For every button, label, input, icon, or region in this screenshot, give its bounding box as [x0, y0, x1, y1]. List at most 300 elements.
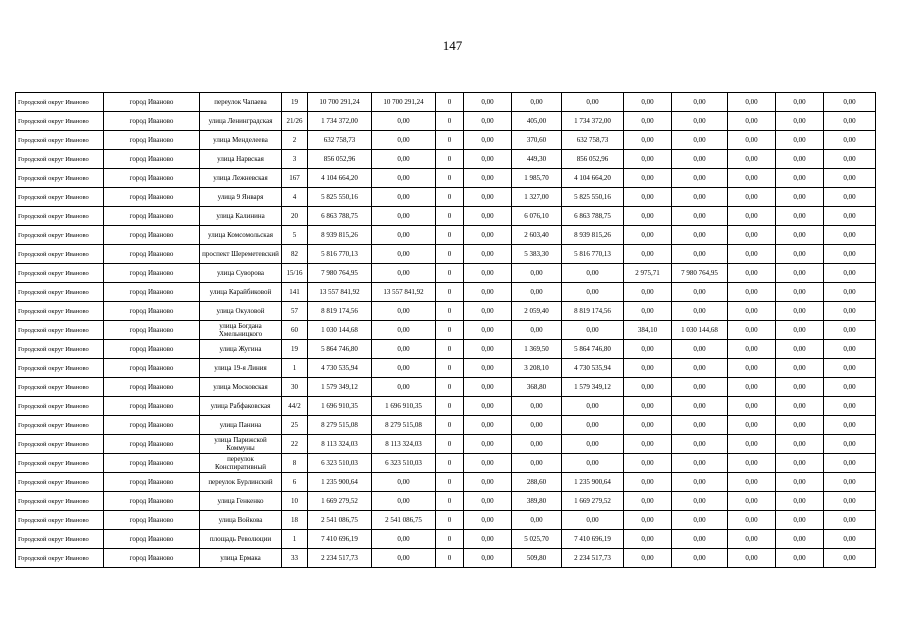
count-cell: 0: [436, 454, 464, 473]
cost-e-cell: 0,00: [824, 188, 876, 207]
street-cell: улица Калинина: [200, 207, 282, 226]
locality-cell: город Иваново: [104, 169, 200, 188]
house-number-cell: 18: [282, 511, 308, 530]
area-c-cell: 0,00: [624, 207, 672, 226]
house-number-cell: 6: [282, 473, 308, 492]
house-number-cell: 20: [282, 207, 308, 226]
area-a-cell: 0,00: [464, 397, 512, 416]
cost-c-cell: 0,00: [672, 454, 728, 473]
table-row: [16, 112, 876, 131]
count-cell: 0: [436, 245, 464, 264]
locality-cell: город Иваново: [104, 283, 200, 302]
table-row: [16, 511, 876, 530]
house-number-cell: 4: [282, 188, 308, 207]
house-number-cell: 60: [282, 321, 308, 340]
street-cell: улица Суворова: [200, 264, 282, 283]
area-c-cell: 2 975,71: [624, 264, 672, 283]
area-b-cell: 1 327,00: [512, 188, 562, 207]
table-row: [16, 416, 876, 435]
cost-e-cell: 0,00: [824, 321, 876, 340]
cost-a-cell: 0,00: [372, 359, 436, 378]
table-row: [16, 549, 876, 568]
house-number-cell: 1: [282, 530, 308, 549]
count-cell: 0: [436, 359, 464, 378]
street-cell: улица Окуловой: [200, 302, 282, 321]
table-row: [16, 93, 876, 112]
cost-c-cell: 0,00: [672, 416, 728, 435]
house-number-cell: 19: [282, 93, 308, 112]
cost-a-cell: 6 323 510,03: [372, 454, 436, 473]
locality-cell: город Иваново: [104, 549, 200, 568]
cost-e-cell: 0,00: [824, 454, 876, 473]
count-cell: 0: [436, 340, 464, 359]
area-c-cell: 0,00: [624, 188, 672, 207]
area-c-cell: 0,00: [624, 226, 672, 245]
total-cost-cell: 2 234 517,73: [308, 549, 372, 568]
house-number-cell: 19: [282, 340, 308, 359]
cost-b-cell: 856 052,96: [562, 150, 624, 169]
municipality-cell: Городской округ Иваново: [16, 473, 104, 492]
table-row: [16, 245, 876, 264]
cost-c-cell: 0,00: [672, 188, 728, 207]
cost-d-cell: 0,00: [776, 492, 824, 511]
street-cell: улица Менделеева: [200, 131, 282, 150]
area-a-cell: 0,00: [464, 340, 512, 359]
street-cell: улица Богдана Хмельницкого: [200, 321, 282, 340]
area-b-cell: 1 369,50: [512, 340, 562, 359]
total-cost-cell: 5 825 550,16: [308, 188, 372, 207]
count-cell: 0: [436, 302, 464, 321]
total-cost-cell: 8 113 324,03: [308, 435, 372, 454]
cost-d-cell: 0,00: [776, 473, 824, 492]
municipality-cell: Городской округ Иваново: [16, 340, 104, 359]
area-c-cell: 0,00: [624, 454, 672, 473]
count-cell: 0: [436, 416, 464, 435]
area-d-cell: 0,00: [728, 302, 776, 321]
area-b-cell: 0,00: [512, 397, 562, 416]
cost-a-cell: 0,00: [372, 492, 436, 511]
cost-d-cell: 0,00: [776, 283, 824, 302]
cost-d-cell: 0,00: [776, 131, 824, 150]
cost-b-cell: 6 863 788,75: [562, 207, 624, 226]
cost-c-cell: 0,00: [672, 473, 728, 492]
table-body: [16, 93, 876, 568]
count-cell: 0: [436, 549, 464, 568]
cost-d-cell: 0,00: [776, 340, 824, 359]
cost-c-cell: 0,00: [672, 511, 728, 530]
area-c-cell: 0,00: [624, 150, 672, 169]
area-c-cell: 0,00: [624, 416, 672, 435]
locality-cell: город Иваново: [104, 188, 200, 207]
municipality-cell: Городской округ Иваново: [16, 283, 104, 302]
area-d-cell: 0,00: [728, 511, 776, 530]
municipality-cell: Городской округ Иваново: [16, 226, 104, 245]
municipality-cell: Городской округ Иваново: [16, 112, 104, 131]
table-row: [16, 378, 876, 397]
municipality-cell: Городской округ Иваново: [16, 131, 104, 150]
area-d-cell: 0,00: [728, 340, 776, 359]
cost-b-cell: 0,00: [562, 397, 624, 416]
total-cost-cell: 6 863 788,75: [308, 207, 372, 226]
area-c-cell: 0,00: [624, 131, 672, 150]
area-a-cell: 0,00: [464, 207, 512, 226]
cost-b-cell: 5 816 770,13: [562, 245, 624, 264]
cost-a-cell: 2 541 086,75: [372, 511, 436, 530]
street-cell: переулок Чапаева: [200, 93, 282, 112]
area-d-cell: 0,00: [728, 226, 776, 245]
cost-a-cell: 0,00: [372, 473, 436, 492]
cost-c-cell: 0,00: [672, 302, 728, 321]
cost-d-cell: 0,00: [776, 93, 824, 112]
cost-a-cell: 0,00: [372, 207, 436, 226]
table-row: [16, 207, 876, 226]
area-d-cell: 0,00: [728, 359, 776, 378]
cost-c-cell: 0,00: [672, 530, 728, 549]
area-b-cell: 0,00: [512, 435, 562, 454]
locality-cell: город Иваново: [104, 511, 200, 530]
cost-d-cell: 0,00: [776, 150, 824, 169]
area-d-cell: 0,00: [728, 283, 776, 302]
area-d-cell: 0,00: [728, 150, 776, 169]
street-cell: улица Нарвская: [200, 150, 282, 169]
cost-c-cell: 0,00: [672, 549, 728, 568]
street-cell: улица Панина: [200, 416, 282, 435]
area-d-cell: 0,00: [728, 112, 776, 131]
area-b-cell: 2 059,40: [512, 302, 562, 321]
cost-e-cell: 0,00: [824, 530, 876, 549]
total-cost-cell: 8 939 815,26: [308, 226, 372, 245]
cost-c-cell: 0,00: [672, 150, 728, 169]
table-row: [16, 321, 876, 340]
table-row: [16, 188, 876, 207]
cost-b-cell: 0,00: [562, 93, 624, 112]
cost-b-cell: 0,00: [562, 435, 624, 454]
area-a-cell: 0,00: [464, 131, 512, 150]
area-c-cell: 0,00: [624, 245, 672, 264]
cost-a-cell: 8 113 324,03: [372, 435, 436, 454]
area-b-cell: 5 383,30: [512, 245, 562, 264]
table-row: [16, 131, 876, 150]
area-c-cell: 384,10: [624, 321, 672, 340]
area-a-cell: 0,00: [464, 302, 512, 321]
cost-a-cell: 0,00: [372, 549, 436, 568]
street-cell: улица Ермака: [200, 549, 282, 568]
cost-b-cell: 8 819 174,56: [562, 302, 624, 321]
area-c-cell: 0,00: [624, 435, 672, 454]
area-a-cell: 0,00: [464, 150, 512, 169]
cost-e-cell: 0,00: [824, 511, 876, 530]
area-a-cell: 0,00: [464, 454, 512, 473]
total-cost-cell: 5 864 746,80: [308, 340, 372, 359]
cost-c-cell: 0,00: [672, 169, 728, 188]
cost-a-cell: 0,00: [372, 226, 436, 245]
area-b-cell: 2 603,40: [512, 226, 562, 245]
locality-cell: город Иваново: [104, 112, 200, 131]
cost-e-cell: 0,00: [824, 264, 876, 283]
total-cost-cell: 1 696 910,35: [308, 397, 372, 416]
area-a-cell: 0,00: [464, 435, 512, 454]
register-table: [15, 92, 876, 568]
locality-cell: город Иваново: [104, 321, 200, 340]
cost-b-cell: 0,00: [562, 283, 624, 302]
table-row: [16, 226, 876, 245]
count-cell: 0: [436, 473, 464, 492]
municipality-cell: Городской округ Иваново: [16, 188, 104, 207]
cost-d-cell: 0,00: [776, 378, 824, 397]
cost-a-cell: 0,00: [372, 150, 436, 169]
cost-d-cell: 0,00: [776, 511, 824, 530]
cost-a-cell: 0,00: [372, 340, 436, 359]
table-row: [16, 169, 876, 188]
cost-a-cell: 0,00: [372, 264, 436, 283]
cost-b-cell: 1 235 900,64: [562, 473, 624, 492]
municipality-cell: Городской округ Иваново: [16, 93, 104, 112]
cost-a-cell: 0,00: [372, 131, 436, 150]
cost-a-cell: 0,00: [372, 530, 436, 549]
locality-cell: город Иваново: [104, 226, 200, 245]
page-number: 147: [442, 38, 463, 53]
street-cell: улица Лежневская: [200, 169, 282, 188]
area-b-cell: 3 208,10: [512, 359, 562, 378]
house-number-cell: 167: [282, 169, 308, 188]
area-b-cell: 0,00: [512, 283, 562, 302]
street-cell: улица Войкова: [200, 511, 282, 530]
cost-a-cell: 10 700 291,24: [372, 93, 436, 112]
cost-e-cell: 0,00: [824, 93, 876, 112]
cost-d-cell: 0,00: [776, 169, 824, 188]
cost-e-cell: 0,00: [824, 207, 876, 226]
total-cost-cell: 2 541 086,75: [308, 511, 372, 530]
cost-e-cell: 0,00: [824, 492, 876, 511]
cost-c-cell: 1 030 144,68: [672, 321, 728, 340]
area-b-cell: 6 076,10: [512, 207, 562, 226]
house-number-cell: 82: [282, 245, 308, 264]
count-cell: 0: [436, 321, 464, 340]
cost-a-cell: 0,00: [372, 321, 436, 340]
count-cell: 0: [436, 150, 464, 169]
area-a-cell: 0,00: [464, 264, 512, 283]
street-cell: улица Ленинградская: [200, 112, 282, 131]
area-a-cell: 0,00: [464, 473, 512, 492]
cost-d-cell: 0,00: [776, 416, 824, 435]
cost-d-cell: 0,00: [776, 188, 824, 207]
municipality-cell: Городской округ Иваново: [16, 492, 104, 511]
area-d-cell: 0,00: [728, 378, 776, 397]
cost-b-cell: 2 234 517,73: [562, 549, 624, 568]
total-cost-cell: 4 730 535,94: [308, 359, 372, 378]
area-d-cell: 0,00: [728, 416, 776, 435]
municipality-cell: Городской округ Иваново: [16, 511, 104, 530]
total-cost-cell: 5 816 770,13: [308, 245, 372, 264]
cost-b-cell: 0,00: [562, 511, 624, 530]
municipality-cell: Городской округ Иваново: [16, 435, 104, 454]
area-a-cell: 0,00: [464, 226, 512, 245]
area-d-cell: 0,00: [728, 131, 776, 150]
count-cell: 0: [436, 397, 464, 416]
municipality-cell: Городской округ Иваново: [16, 454, 104, 473]
cost-d-cell: 0,00: [776, 397, 824, 416]
cost-b-cell: 0,00: [562, 321, 624, 340]
street-cell: улица Парижской Коммуны: [200, 435, 282, 454]
cost-a-cell: 0,00: [372, 188, 436, 207]
cost-b-cell: 4 104 664,20: [562, 169, 624, 188]
municipality-cell: Городской округ Иваново: [16, 207, 104, 226]
area-a-cell: 0,00: [464, 530, 512, 549]
count-cell: 0: [436, 207, 464, 226]
cost-c-cell: 0,00: [672, 283, 728, 302]
locality-cell: город Иваново: [104, 302, 200, 321]
total-cost-cell: 1 734 372,00: [308, 112, 372, 131]
area-b-cell: 370,60: [512, 131, 562, 150]
locality-cell: город Иваново: [104, 435, 200, 454]
area-b-cell: 389,80: [512, 492, 562, 511]
locality-cell: город Иваново: [104, 416, 200, 435]
area-b-cell: 368,80: [512, 378, 562, 397]
cost-e-cell: 0,00: [824, 302, 876, 321]
area-b-cell: 0,00: [512, 511, 562, 530]
municipality-cell: Городской округ Иваново: [16, 359, 104, 378]
total-cost-cell: 1 579 349,12: [308, 378, 372, 397]
locality-cell: город Иваново: [104, 454, 200, 473]
cost-b-cell: 8 939 815,26: [562, 226, 624, 245]
count-cell: 0: [436, 530, 464, 549]
house-number-cell: 3: [282, 150, 308, 169]
count-cell: 0: [436, 188, 464, 207]
locality-cell: город Иваново: [104, 264, 200, 283]
municipality-cell: Городской округ Иваново: [16, 169, 104, 188]
table-row: [16, 435, 876, 454]
area-c-cell: 0,00: [624, 473, 672, 492]
cost-a-cell: 0,00: [372, 112, 436, 131]
table-row: [16, 340, 876, 359]
street-cell: улица Генкенко: [200, 492, 282, 511]
cost-e-cell: 0,00: [824, 245, 876, 264]
cost-e-cell: 0,00: [824, 283, 876, 302]
locality-cell: город Иваново: [104, 93, 200, 112]
count-cell: 0: [436, 264, 464, 283]
area-b-cell: 5 025,70: [512, 530, 562, 549]
locality-cell: город Иваново: [104, 378, 200, 397]
municipality-cell: Городской округ Иваново: [16, 321, 104, 340]
cost-c-cell: 0,00: [672, 245, 728, 264]
municipality-cell: Городской округ Иваново: [16, 397, 104, 416]
cost-c-cell: 0,00: [672, 207, 728, 226]
area-b-cell: 449,30: [512, 150, 562, 169]
house-number-cell: 5: [282, 226, 308, 245]
cost-d-cell: 0,00: [776, 302, 824, 321]
street-cell: улица 19-я Линия: [200, 359, 282, 378]
cost-e-cell: 0,00: [824, 416, 876, 435]
municipality-cell: Городской округ Иваново: [16, 530, 104, 549]
area-c-cell: 0,00: [624, 283, 672, 302]
total-cost-cell: 10 700 291,24: [308, 93, 372, 112]
street-cell: улица Комсомольская: [200, 226, 282, 245]
street-cell: переулок Конспиративный: [200, 454, 282, 473]
total-cost-cell: 13 557 841,92: [308, 283, 372, 302]
table-row: [16, 302, 876, 321]
cost-c-cell: 0,00: [672, 340, 728, 359]
area-c-cell: 0,00: [624, 549, 672, 568]
cost-c-cell: 0,00: [672, 492, 728, 511]
locality-cell: город Иваново: [104, 340, 200, 359]
cost-e-cell: 0,00: [824, 112, 876, 131]
area-c-cell: 0,00: [624, 397, 672, 416]
total-cost-cell: 1 235 900,64: [308, 473, 372, 492]
cost-b-cell: 0,00: [562, 416, 624, 435]
house-number-cell: 21/26: [282, 112, 308, 131]
municipality-cell: Городской округ Иваново: [16, 245, 104, 264]
street-cell: улица Жугина: [200, 340, 282, 359]
cost-e-cell: 0,00: [824, 549, 876, 568]
total-cost-cell: 1 669 279,52: [308, 492, 372, 511]
area-c-cell: 0,00: [624, 302, 672, 321]
house-number-cell: 8: [282, 454, 308, 473]
cost-d-cell: 0,00: [776, 112, 824, 131]
area-a-cell: 0,00: [464, 169, 512, 188]
cost-b-cell: 5 825 550,16: [562, 188, 624, 207]
area-a-cell: 0,00: [464, 321, 512, 340]
cost-e-cell: 0,00: [824, 131, 876, 150]
table-row: [16, 150, 876, 169]
area-b-cell: 0,00: [512, 93, 562, 112]
house-number-cell: 22: [282, 435, 308, 454]
area-d-cell: 0,00: [728, 207, 776, 226]
count-cell: 0: [436, 131, 464, 150]
area-d-cell: 0,00: [728, 473, 776, 492]
area-b-cell: 1 985,70: [512, 169, 562, 188]
house-number-cell: 10: [282, 492, 308, 511]
locality-cell: город Иваново: [104, 473, 200, 492]
total-cost-cell: 632 758,73: [308, 131, 372, 150]
area-a-cell: 0,00: [464, 93, 512, 112]
area-c-cell: 0,00: [624, 359, 672, 378]
area-d-cell: 0,00: [728, 530, 776, 549]
count-cell: 0: [436, 93, 464, 112]
area-b-cell: 0,00: [512, 416, 562, 435]
cost-e-cell: 0,00: [824, 150, 876, 169]
cost-e-cell: 0,00: [824, 435, 876, 454]
area-a-cell: 0,00: [464, 511, 512, 530]
cost-e-cell: 0,00: [824, 397, 876, 416]
area-a-cell: 0,00: [464, 416, 512, 435]
municipality-cell: Городской округ Иваново: [16, 264, 104, 283]
locality-cell: город Иваново: [104, 359, 200, 378]
total-cost-cell: 7 410 696,19: [308, 530, 372, 549]
cost-b-cell: 632 758,73: [562, 131, 624, 150]
cost-d-cell: 0,00: [776, 359, 824, 378]
cost-b-cell: 0,00: [562, 264, 624, 283]
area-d-cell: 0,00: [728, 492, 776, 511]
cost-c-cell: 7 980 764,95: [672, 264, 728, 283]
area-a-cell: 0,00: [464, 378, 512, 397]
municipality-cell: Городской округ Иваново: [16, 150, 104, 169]
table-row: [16, 473, 876, 492]
cost-d-cell: 0,00: [776, 435, 824, 454]
area-c-cell: 0,00: [624, 112, 672, 131]
count-cell: 0: [436, 169, 464, 188]
cost-e-cell: 0,00: [824, 473, 876, 492]
house-number-cell: 2: [282, 131, 308, 150]
street-cell: проспект Шереметевский: [200, 245, 282, 264]
total-cost-cell: 856 052,96: [308, 150, 372, 169]
area-c-cell: 0,00: [624, 511, 672, 530]
house-number-cell: 15/16: [282, 264, 308, 283]
table-row: [16, 264, 876, 283]
cost-c-cell: 0,00: [672, 112, 728, 131]
cost-d-cell: 0,00: [776, 207, 824, 226]
street-cell: улица Московская: [200, 378, 282, 397]
cost-c-cell: 0,00: [672, 435, 728, 454]
